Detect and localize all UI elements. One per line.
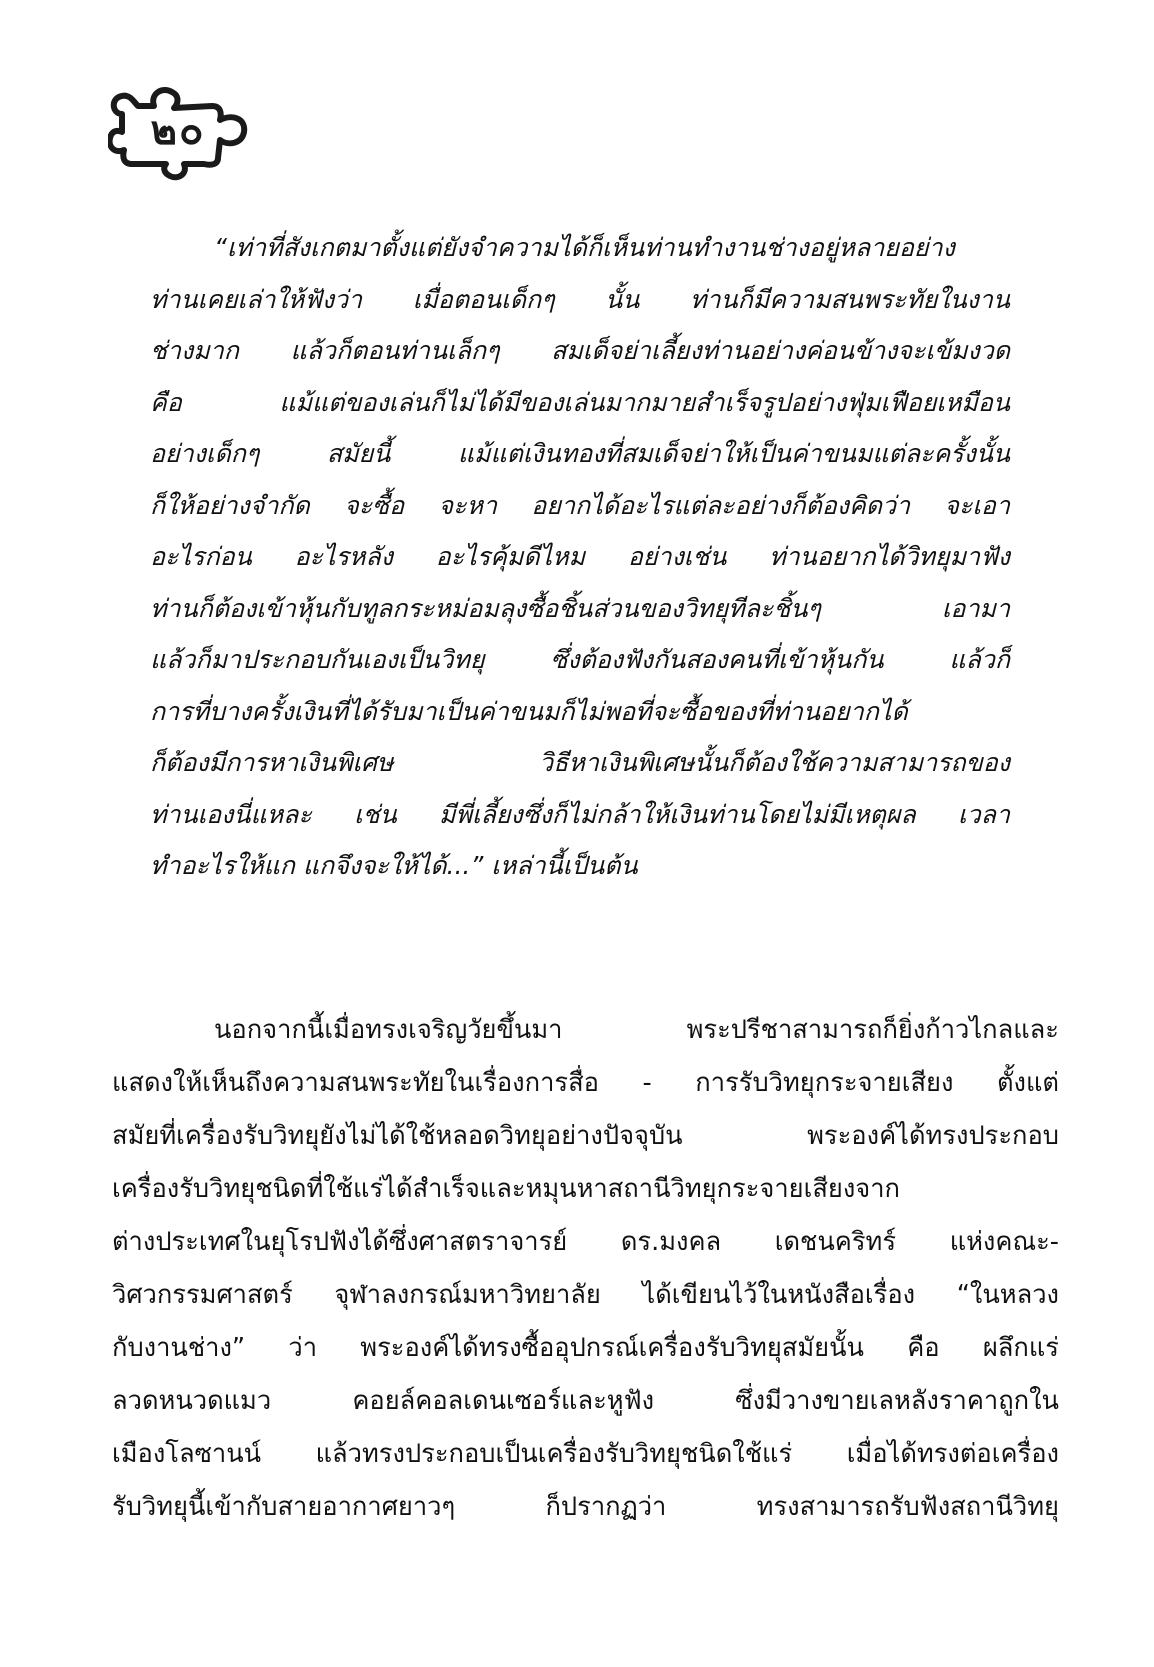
body-line: แสดงให้เห็นถึงความสนพระทัยในเรื่องการสื่อ - การรับวิทยุกระจายเสียง ตั้งแต่ [112,1068,1059,1098]
quote-line: การที่บางครั้งเงินที่ได้รับมาเป็นค่าขนมก็ไม่พอที่จะซื้อของที่ท่านอยากได้ [150,696,908,726]
quote-line: ช่างมาก แล้วก็ตอนท่านเล็กๆ สมเด็จย่าเลี้ยงท่านอย่างค่อนข้างจะเข้มงวด [150,336,1010,365]
quote-line: แล้วก็มาประกอบกันเองเป็นวิทยุ ซึ่งต้องฟังกันสองคนที่เข้าหุ้นกัน แล้วก็ [150,645,1010,674]
page-number: ๒๐ [150,108,206,154]
body-line: รับวิทยุนี้เข้ากับสายอากาศยาวๆ ก็ปรากฏว่า ทรงสามารถรับฟังสถานีวิทยุ [112,1492,1059,1522]
body-paragraph [112,1004,1059,1534]
quote-line: “เท่าที่สังเกตมาตั้งแต่ยังจำความได้ก็เห็นท่านทำงานช่างอยู่หลายอย่าง [214,233,955,262]
quotation-block [150,222,1010,892]
body-line: นอกจากนี้เมื่อทรงเจริญวัยขึ้นมา พระปรีชาสามารถก็ยิ่งก้าวไกลและ [214,1015,1059,1045]
page-number-badge [108,84,258,182]
body-line: สมัยที่เครื่องรับวิทยุยังไม่ได้ใช้หลอดวิทยุอย่างปัจจุบัน พระองค์ได้ทรงประกอบ [112,1121,1059,1151]
quote-line: อะไรก่อน อะไรหลัง อะไรคุ้มดีไหม อย่างเช่น ท่านอยากได้วิทยุมาฟัง [150,542,1010,571]
body-line: ต่างประเทศในยุโรปฟังได้ซึ่งศาสตราจารย์ ดร.มงคล เดชนคริทร์ แห่งคณะ- [112,1227,1059,1257]
body-line: เครื่องรับวิทยุชนิดที่ใช้แร่ได้สำเร็จและหมุนหาสถานีวิทยุกระจายเสียงจาก [112,1174,900,1204]
quote-line: ท่านเคยเล่าให้ฟังว่า เมื่อตอนเด็กๆ นั้น ท่านก็มีความสนพระทัยในงาน [150,284,1010,314]
quote-line: คือ แม้แต่ของเล่นก็ไม่ได้มีของเล่นมากมายสำเร็จรูปอย่างฟุ่มเฟือยเหมือน [150,387,1010,417]
quote-line: ก็ต้องมีการหาเงินพิเศษ วิธีหาเงินพิเศษนั้นก็ต้องใช้ความสามารถของ [150,748,1010,777]
quote-line: ท่านเองนี่แหละ เช่น มีพี่เลี้ยงซึ่งก็ไม่กล้าให้เงินท่านโดยไม่มีเหตุผล เวลา [150,799,1010,829]
body-line: กับงานช่าง” ว่า พระองค์ได้ทรงซื้ออุปกรณ์เครื่องรับวิทยุสมัยนั้น คือ ผลึกแร่ [112,1333,1059,1363]
body-line: วิศวกรรมศาสตร์ จุฬาลงกรณ์มหาวิทยาลัย ได้เขียนไว้ในหนังสือเรื่อง “ในหลวง [112,1280,1059,1310]
quote-line: ท่านก็ต้องเข้าหุ้นกับทูลกระหม่อมลุงซื้อชิ้นส่วนของวิทยุทีละชิ้นๆ เอามา [150,593,1010,623]
quote-line: อย่างเด็กๆ สมัยนี้ แม้แต่เงินทองที่สมเด็จย่าให้เป็นค่าขนมแต่ละครั้งนั้น [150,439,1010,468]
body-line: ลวดหนวดแมว คอยล์คอลเดนเซอร์และหูฟัง ซึ่งมีวางขายเลหลังราคาถูกใน [112,1386,1059,1416]
quote-line: ก็ให้อย่างจำกัด จะซื้อ จะหา อยากได้อะไรแต่ละอย่างก็ต้องคิดว่า จะเอา [150,490,1010,520]
body-line: เมืองโลซานน์ แล้วทรงประกอบเป็นเครื่องรับวิทยุชนิดใช้แร่ เมื่อได้ทรงต่อเครื่อง [112,1439,1059,1469]
quote-line: ทำอะไรให้แก แกจึงจะให้ได้...” เหล่านี้เป็นต้น [150,851,638,880]
